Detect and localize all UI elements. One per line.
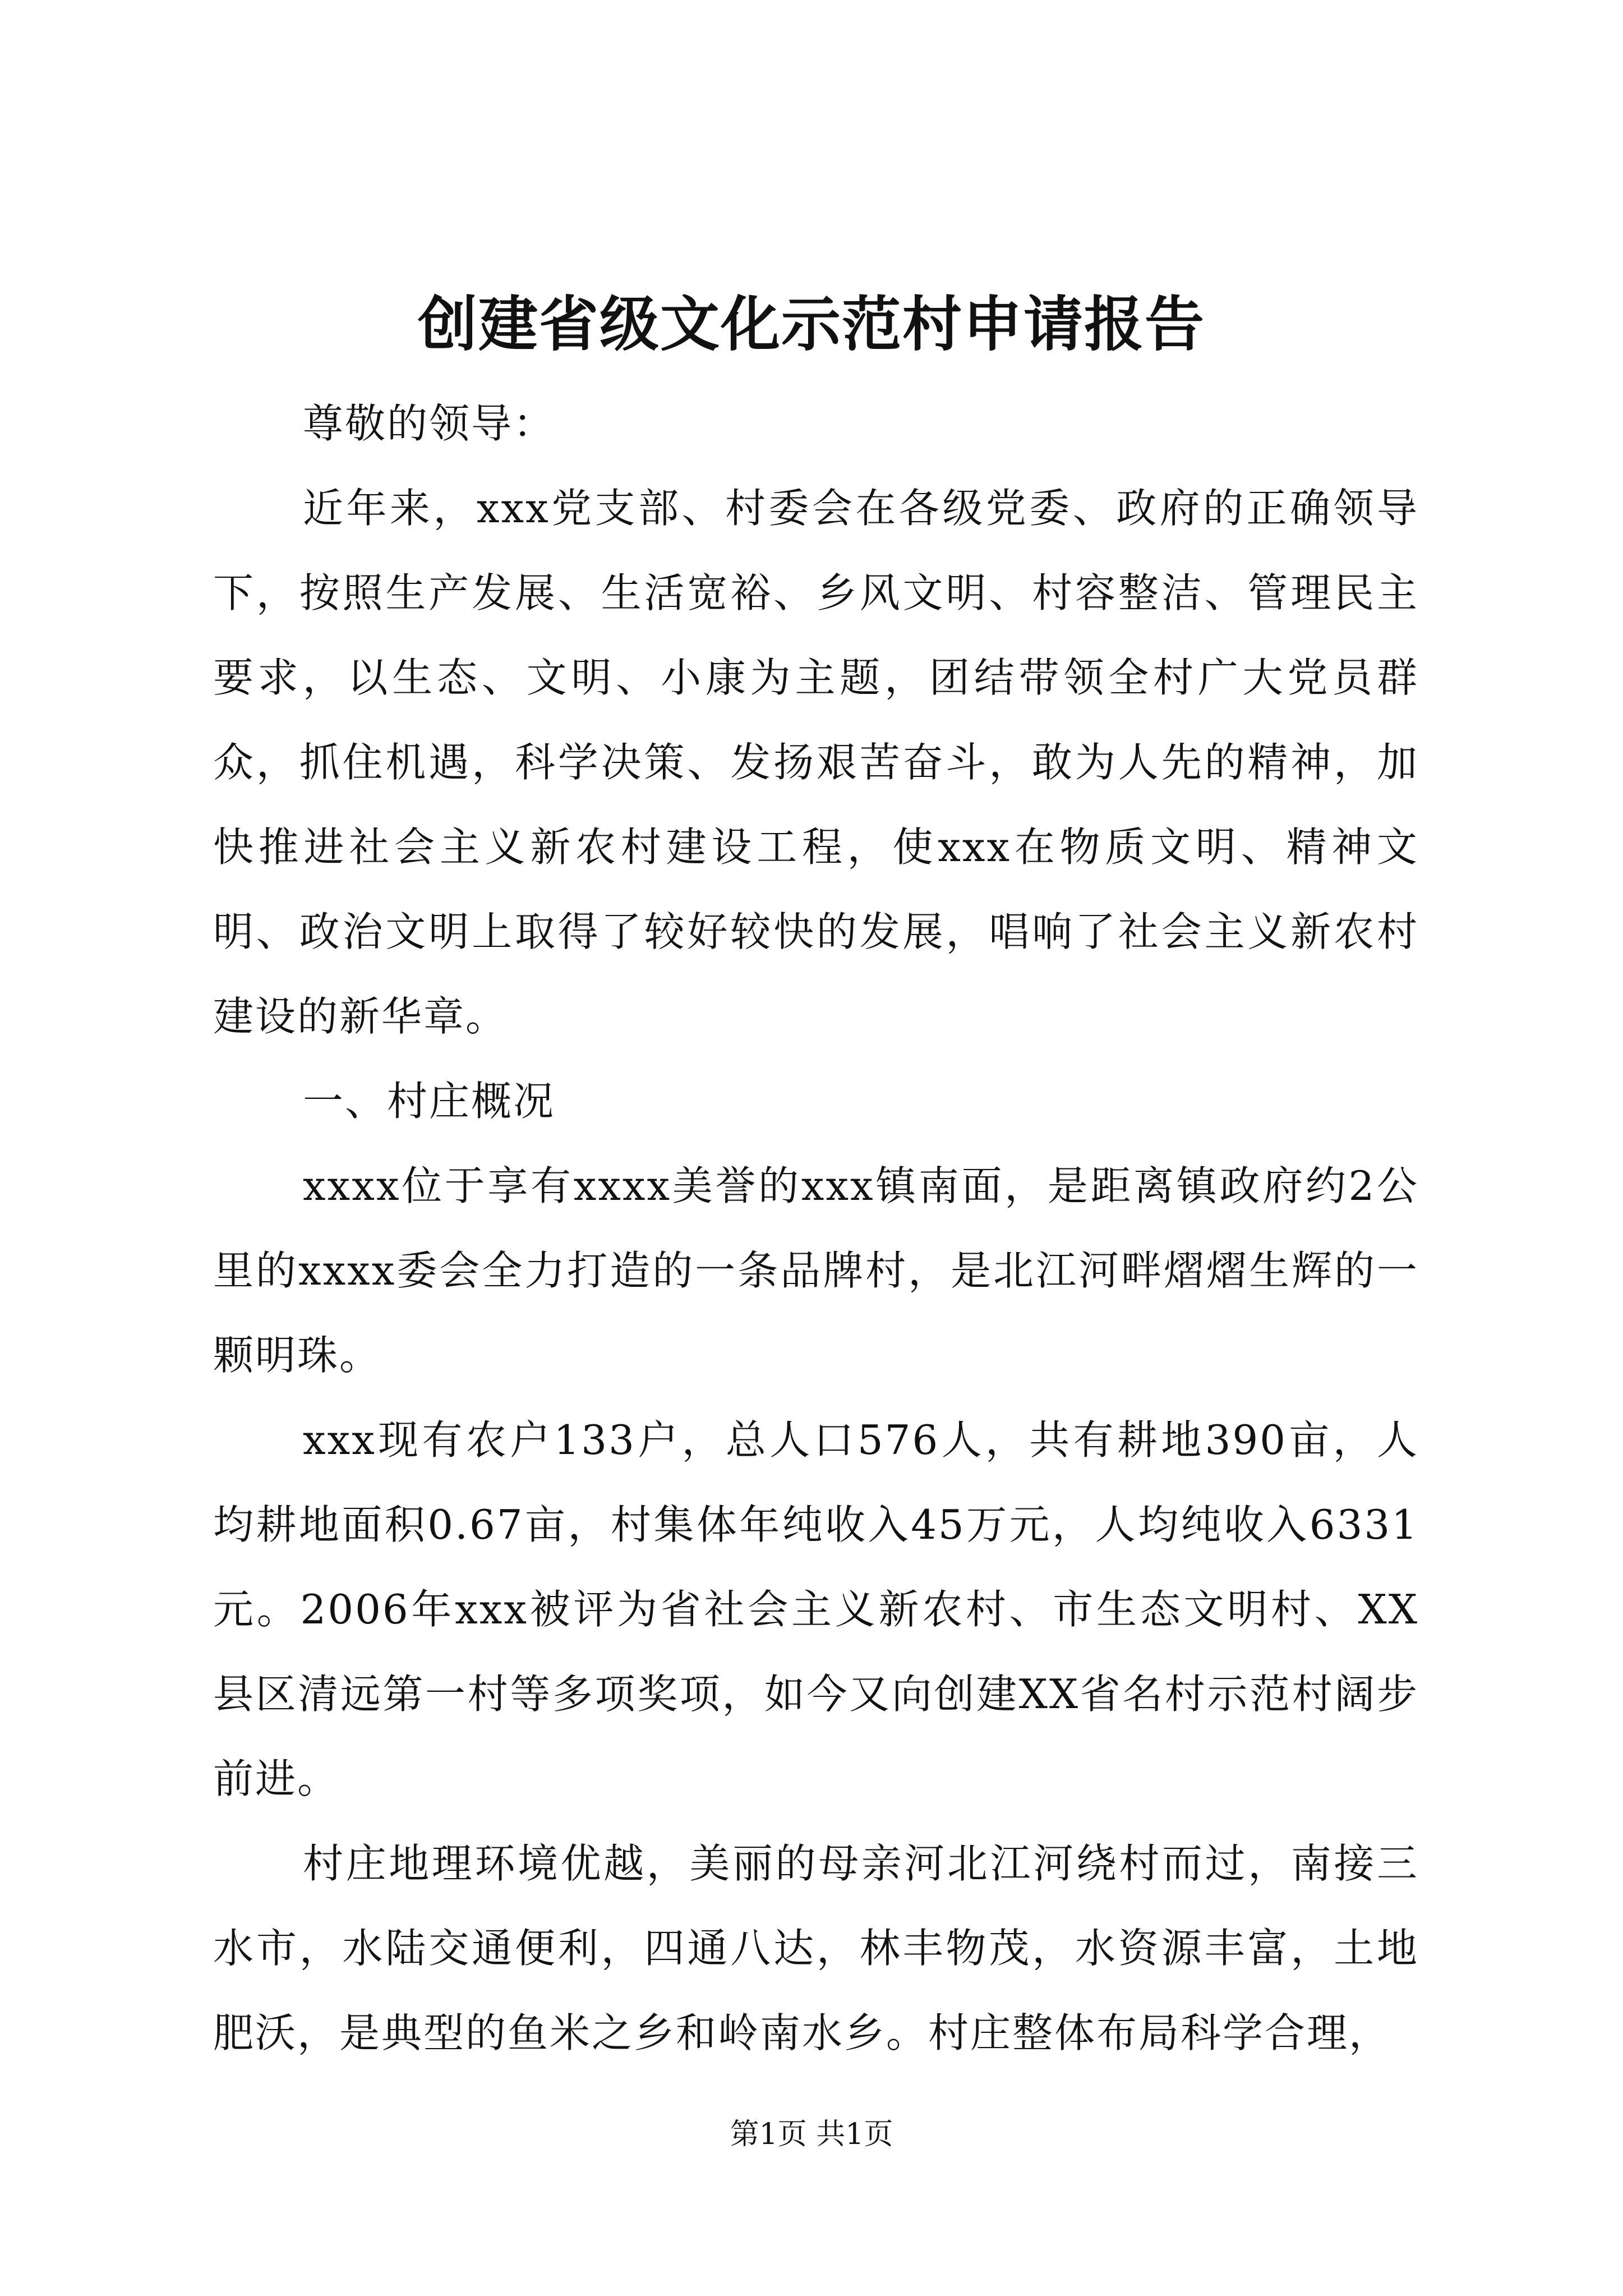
document-title: 创建省级文化示范村申请报告 (418, 289, 1205, 359)
salutation: 尊敬的领导： (303, 400, 556, 447)
paragraph-location: xxxx位于享有xxxx美誉的xxx镇南面，是距离镇政府约2公里的xxxx委会全力打造的一条品牌村，是北江河畔熠熠生辉的一颗明珠。 (213, 1162, 1419, 1379)
paragraph-geography: 村庄地理环境优越，美丽的母亲河北江河绕村而过，南接三水市，水陆交通便利，四通八达，林丰物茂，水资源丰富，土地肥沃，是典型的鱼米之乡和岭南水乡。村庄整体布局科学合理， (213, 1840, 1419, 2056)
document-body (213, 381, 1419, 2076)
page-footer: 第1页 共1页 (730, 2118, 893, 2151)
section-heading: 一、村庄概况 (303, 1078, 556, 1125)
paragraph-statistics: xxx现有农户133户，总人口576人，共有耕地390亩，人均耕地面积0.67亩，村集体年纯收入45万元，人均纯收入6331元。2006年xxx被评为省社会主义新农村、市生态文明村、XX县区清远第一村等多项奖项，如今又向创建XX省名村示范村阔步前进。 (213, 1416, 1419, 1802)
paragraph-intro: 近年来，xxx党支部、村委会在各级党委、政府的正确领导下，按照生产发展、生活宽裕、乡风文明、村容整洁、管理民主要求，以生态、文明、小康为主题，团结带领全村广大党员群众，抓住机遇，科学决策、发扬艰苦奋斗，敢为人先的精神，加快推进社会主义新农村建设工程，使xxx在物质文明、精神文明、政治文明上取得了较好较快的发展，唱响了社会主义新农村建设的新华章。 (213, 485, 1419, 1040)
